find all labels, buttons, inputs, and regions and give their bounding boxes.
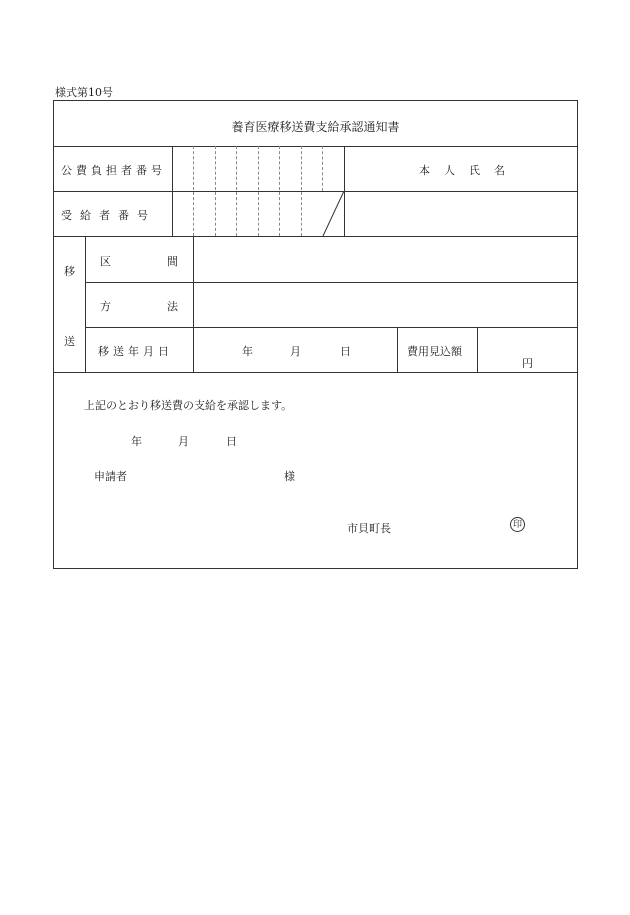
transport-day: 日 bbox=[340, 345, 351, 358]
divider bbox=[172, 146, 173, 236]
digit-divider bbox=[301, 146, 302, 236]
digit-divider bbox=[279, 146, 280, 236]
person-name-label: 本人氏名 bbox=[419, 164, 519, 177]
seal-mark: 印 bbox=[510, 517, 525, 532]
divider bbox=[85, 282, 578, 283]
public-payer-number-label: 公費負担者番号 bbox=[61, 164, 166, 177]
divider bbox=[397, 327, 398, 372]
notice-month: 月 bbox=[178, 435, 189, 448]
mayor-title: 市貝町長 bbox=[347, 522, 391, 535]
transport-label-top: 移 bbox=[64, 265, 75, 278]
form-number: 様式第10号 bbox=[55, 86, 113, 99]
transport-date-label: 移送年月日 bbox=[98, 345, 173, 358]
transport-label-bottom: 送 bbox=[64, 335, 75, 348]
method-label: 方法 bbox=[100, 300, 234, 313]
form-title: 養育医療移送費支給承認通知書 bbox=[231, 120, 400, 134]
recipient-number-label: 受給者番号 bbox=[61, 209, 156, 222]
notice-year: 年 bbox=[131, 435, 142, 448]
transport-year: 年 bbox=[242, 345, 253, 358]
divider bbox=[85, 236, 86, 372]
divider bbox=[53, 372, 578, 373]
honorific: 様 bbox=[284, 470, 295, 483]
digit-divider bbox=[236, 146, 237, 236]
transport-month: 月 bbox=[290, 345, 301, 358]
digit-divider bbox=[258, 146, 259, 236]
notice-day: 日 bbox=[226, 435, 237, 448]
divider bbox=[53, 191, 578, 192]
divider bbox=[53, 146, 578, 147]
diagonal-slash bbox=[322, 191, 346, 237]
applicant-label: 申請者 bbox=[94, 470, 127, 483]
cost-estimate-label: 費用見込額 bbox=[407, 345, 462, 358]
yen-unit: 円 bbox=[522, 357, 533, 370]
divider bbox=[85, 327, 578, 328]
digit-divider bbox=[193, 146, 194, 236]
digit-divider bbox=[215, 146, 216, 236]
digit-divider bbox=[322, 146, 323, 191]
divider bbox=[477, 327, 478, 372]
section-label: 区間 bbox=[100, 255, 234, 268]
approval-text: 上記のとおり移送費の支給を承認します。 bbox=[84, 399, 293, 412]
divider bbox=[53, 236, 578, 237]
